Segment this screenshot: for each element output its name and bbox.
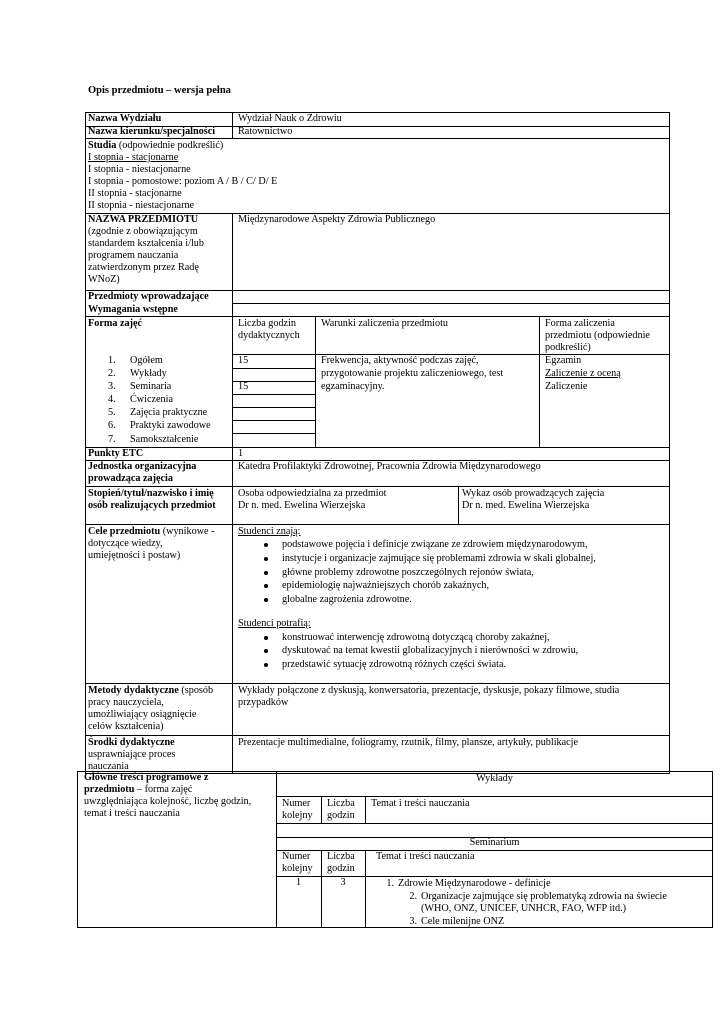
staff-label-2: osób realizujących przedmiot — [88, 500, 216, 511]
form-row-name: Praktyki zawodowe — [130, 420, 211, 431]
seminar-col-num-2: kolejny — [282, 863, 313, 874]
subject-name-note-2: standardem kształcenia i/lub — [88, 238, 204, 249]
conditions-line-2: przygotowanie projektu zaliczeniowego, test — [321, 368, 504, 379]
form-option-graded: Zaliczenie z oceną — [545, 368, 621, 379]
teachers-list: Dr n. med. Ewelina Wierzejska — [462, 500, 590, 511]
org-unit-label-1: Jednostka organizacyjna — [88, 461, 197, 472]
form-header-3: podkreślić) — [545, 342, 591, 353]
seminar-row-hours: 3 — [340, 877, 346, 888]
forms-label: Forma zajęć — [88, 318, 143, 329]
methods-label-2: pracy nauczyciela, — [88, 697, 164, 708]
can-item: konstruować interwencję zdrowotną dotyczącą choroby zakaźnej, — [282, 632, 550, 644]
form-header-2: przedmiotu (odpowiednie — [545, 330, 650, 341]
goals-label: Cele przedmiotu (wynikowe - — [88, 526, 215, 537]
goals-label-3: umiejętności i postaw) — [88, 550, 181, 561]
form-row-num: 1. — [108, 355, 116, 366]
org-unit-value: Katedra Profilaktyki Zdrowotnej, Pracownia Zdrowia Międzynarodowego — [238, 461, 541, 472]
form-row-name: Ćwiczenia — [130, 394, 173, 405]
seminar-col-hours-1: Liczba — [327, 851, 355, 862]
goals-label-2: dotyczące wiedzy, — [88, 538, 163, 549]
conditions-line-1: Frekwencja, aktywność podczas zajęć, — [321, 355, 479, 366]
lectures-col-hours-1: Liczba — [327, 798, 355, 809]
field-label: Nazwa kierunku/specjalności — [88, 126, 216, 137]
tools-label: Środki dydaktyczne — [88, 737, 175, 748]
entry-requirements-label: Wymagania wstępne — [88, 304, 178, 315]
form-row-num: 3. — [108, 381, 116, 392]
knows-item: instytucje i organizacje zajmujące się problemami zdrowia w skali globalnej, — [282, 553, 596, 565]
faculty-label: Nazwa Wydziału — [88, 113, 162, 124]
staff-label-1: Stopień/tytuł/nazwisko i imię — [88, 488, 214, 499]
can-header: Studenci potrafią: — [238, 618, 311, 629]
prerequisites-label: Przedmioty wprowadzające — [88, 291, 209, 302]
studies-option-1: I stopnia - stacjonarne — [88, 152, 179, 163]
seminar-topic-item-cont: (WHO, ONZ, UNICEF, UNHCR, FAO, WFP itd.) — [421, 903, 627, 914]
lectures-col-num-2: kolejny — [282, 810, 313, 821]
form-row-num: 6. — [108, 420, 116, 431]
content-label-1: Główne treści programowe z — [84, 772, 209, 783]
lectures-col-hours-2: godzin — [327, 810, 355, 821]
form-row-name: Samokształcenie — [130, 434, 199, 445]
form-row-num: 2. — [108, 368, 116, 379]
org-unit-label-2: prowadząca zajęcia — [88, 473, 173, 484]
faculty-value: Wydział Nauk o Zdrowiu — [238, 113, 342, 124]
can-item: przedstawić sytuację zdrowotną różnych części świata. — [282, 659, 506, 671]
form-row-name: Ogółem — [130, 355, 163, 366]
form-row-hours: 15 — [238, 381, 249, 392]
seminar-col-hours-2: godzin — [327, 863, 355, 874]
seminar-col-topic: Temat i treści nauczania — [376, 851, 475, 862]
hours-header-2: dydaktycznych — [238, 330, 300, 341]
methods-value-2: przypadków — [238, 697, 289, 708]
conditions-header: Warunki zaliczenia przedmiotu — [321, 318, 449, 329]
form-row-num: 7. — [108, 434, 116, 445]
ects-value: 1 — [238, 448, 244, 459]
studies-option-4: II stopnia - stacjonarne — [88, 188, 182, 199]
seminar-topic-item: 3. Cele milenijne ONZ — [409, 916, 505, 927]
methods-label-4: celów kształcenia) — [88, 721, 164, 732]
knows-item: podstawowe pojęcia i definicje związane ze zdrowiem międzynarodowym, — [282, 539, 588, 551]
tools-label-3: nauczania — [88, 761, 129, 772]
knows-item: główne problemy zdrowotne poszczególnych rejonów świata, — [282, 567, 534, 579]
subject-name-note-3: programem nauczania — [88, 250, 179, 261]
subject-name-label: NAZWA PRZEDMIOTU — [88, 214, 199, 225]
studies-heading: Studia (odpowiednie podkreślić) — [88, 140, 224, 151]
form-row-num: 5. — [108, 407, 116, 418]
teachers-header: Wykaz osób prowadzących zajęcia — [462, 488, 605, 499]
ects-label: Punkty ETC — [88, 448, 144, 459]
page-title: Opis przedmiotu – wersja pełna — [88, 85, 231, 96]
responsible-person: Dr n. med. Ewelina Wierzejska — [238, 500, 366, 511]
lectures-col-num-1: Numer — [282, 798, 311, 809]
form-row-name: Zajęcia praktyczne — [130, 407, 208, 418]
methods-value-1: Wykłady połączone z dyskusją, konwersatoria, prezentacje, dyskusje, pokazy filmowe, studia — [238, 685, 620, 696]
methods-label: Metody dydaktyczne (sposób — [88, 685, 214, 696]
form-option-exam: Egzamin — [545, 355, 582, 366]
field-value: Ratownictwo — [238, 126, 293, 137]
knows-item: epidemiologię najważniejszych chorób zakaźnych, — [282, 580, 489, 592]
can-item: dyskutować na temat kwestii globalizacyjnych i nierówności w zdrowiu, — [282, 645, 578, 657]
form-row-name: Wykłady — [130, 368, 167, 379]
form-row-hours: 15 — [238, 355, 249, 366]
content-label-4: temat i treści nauczania — [84, 808, 180, 819]
seminar-row-num: 1 — [295, 877, 302, 888]
seminar-topic-item: 2. Organizacje zajmujące się problematyką zdrowia na świecie — [409, 891, 667, 902]
subject-name-note-4: zatwierdzonym przez Radę — [88, 262, 199, 273]
form-row-name: Seminaria — [130, 381, 172, 392]
content-label-3: uwzględniająca kolejność, liczbę godzin, — [84, 796, 252, 807]
studies-option-2: I stopnia - niestacjonarne — [88, 164, 191, 175]
responsible-header: Osoba odpowiedzialna za przedmiot — [238, 488, 387, 499]
methods-label-3: umożliwiający osiągnięcie — [88, 709, 197, 720]
form-option-pass: Zaliczenie — [545, 381, 588, 392]
form-header-1: Forma zaliczenia — [545, 318, 615, 329]
knows-item: globalne zagrożenia zdrowotne. — [282, 594, 412, 606]
tools-value: Prezentacje multimedialne, foliogramy, rzutnik, filmy, plansze, artykuły, publikacje — [238, 737, 579, 748]
subject-name-value: Międzynarodowe Aspekty Zdrowia Publicznego — [238, 214, 436, 225]
studies-option-5: II stopnia - niestacjonarne — [88, 200, 195, 211]
seminar-title: Seminarium — [469, 837, 520, 848]
studies-option-3: I stopnia - pomostowe: poziom A / B / C/ D/ E — [88, 176, 278, 187]
hours-header-1: Liczba godzin — [238, 318, 296, 329]
subject-name-note-5: WNoZ) — [88, 274, 120, 285]
content-label-2: przedmiotu – forma zajęć — [84, 784, 193, 795]
conditions-line-3: egzaminacyjny. — [321, 381, 385, 392]
knows-header: Studenci znają: — [238, 526, 301, 537]
form-row-num: 4. — [108, 394, 116, 405]
lectures-title: Wykłady — [476, 773, 513, 784]
lectures-col-topic: Temat i treści nauczania — [371, 798, 470, 809]
seminar-topic-item: 1. Zdrowie Międzynarodowe - definicje — [386, 878, 551, 889]
subject-name-note-1: (zgodnie z obowiązującym — [88, 226, 198, 237]
tools-label-2: usprawniające proces — [88, 749, 176, 760]
seminar-col-num-1: Numer — [282, 851, 311, 862]
